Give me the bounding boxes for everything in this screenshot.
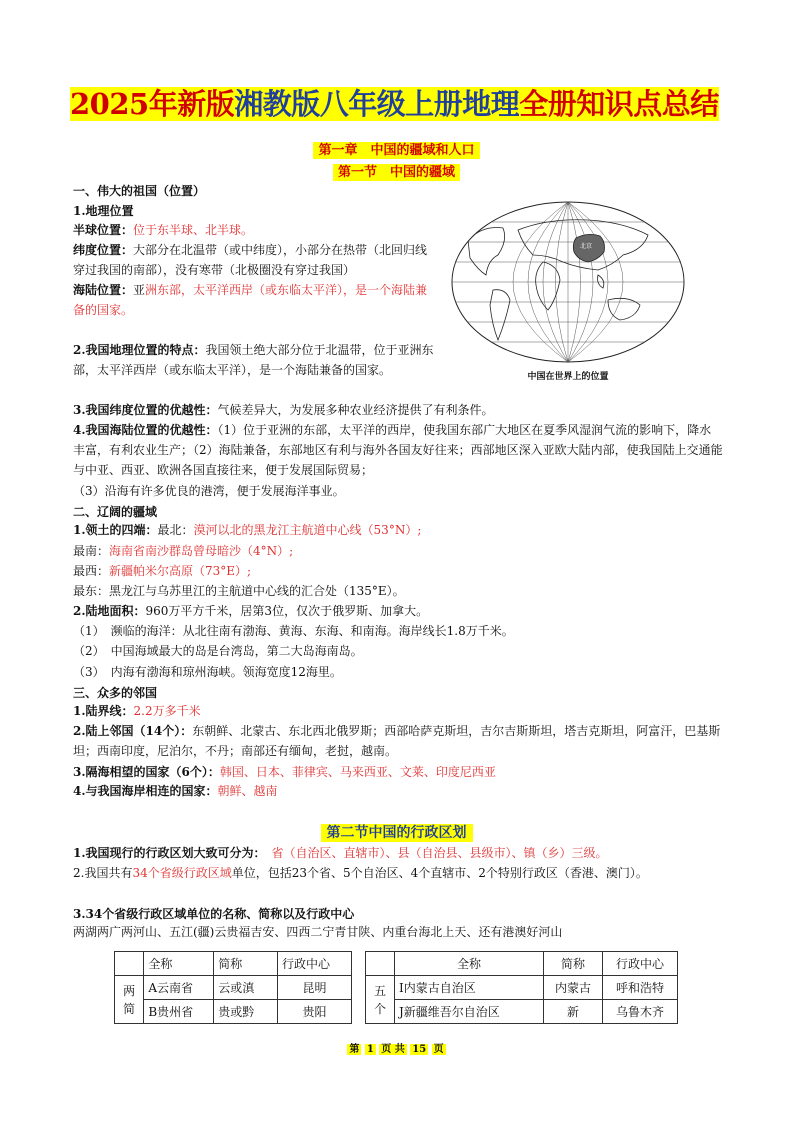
north-end-line: 1.领土的四端：最北：漠河以北的黑龙江主航道中心线（53°N）; xyxy=(73,523,422,537)
table-right-header-name: 全称 xyxy=(395,952,544,976)
table-cell-capital: 呼和浩特 xyxy=(603,976,678,1000)
inner-sea-line: （3） 内海有渤海和琼州海峡。领海宽度12海里。 xyxy=(73,665,342,679)
land-border-line: 1.陆界线：2.2万多千米 xyxy=(73,704,201,718)
title-part-year: 2025年新版 xyxy=(70,87,235,121)
admin-levels-line: 1.我国现行的行政区划大致可分为： 省（自治区、直辖市）、县（自治县、县级市）、镇（乡）三级。 xyxy=(73,846,608,860)
land-area-line: 2.陆地面积：960万平方千米，居第3位，仅次于俄罗斯、加拿大。 xyxy=(73,604,429,618)
south-end-line: 最南：海南省南沙群岛曾母暗沙（4°N）; xyxy=(73,544,294,558)
sea-neighbors-line: 3.隔海相望的国家（6个）：韩国、日本、菲律宾、马来西亚、文莱、印度尼西亚 xyxy=(73,765,496,779)
province-count-para: 2.我国共有34个省级行政区域单位，包括23个省、5个自治区、4个直辖市、2个特别行政区（香港、澳门）。 xyxy=(73,866,648,880)
table-row: I内蒙古自治区 xyxy=(395,976,544,1000)
table-left-header-short: 简称 xyxy=(214,952,278,976)
table-left-header-name: 全称 xyxy=(144,952,214,976)
table-cell-capital: 昆明 xyxy=(278,976,352,1000)
table-right-group: 五个 xyxy=(366,976,395,1024)
chapter-heading: 第一章 中国的疆域和人口 xyxy=(0,139,793,158)
east-end-line: 最东：黑龙江与乌苏里江的主航道中心线的汇合处（135°E）。 xyxy=(73,584,405,598)
table-cell-short: 贵或黔 xyxy=(214,1000,278,1024)
table-row: B贵州省 xyxy=(144,1000,214,1024)
location-features-para: 2.我国地理位置的特点：我国领土绝大部分位于北温带，位于亚洲东部，太平洋西岸（或东临太平洋），是一个海陆兼备的国家。 xyxy=(73,343,434,377)
map-caption: 中国在世界上的位置 xyxy=(527,372,609,382)
heading-neighbors: 三、众多的邻国 xyxy=(73,686,158,700)
page-number: 1 xyxy=(366,1044,374,1055)
section-heading-2: 第二节中国的行政区划 xyxy=(0,822,793,842)
map-china-label: 北京 xyxy=(580,243,593,250)
province-table-left xyxy=(114,951,352,1024)
land-neighbors-para: 2.陆上邻国（14个）：东朝鲜、北蒙古、东北西北俄罗斯；西部哈萨克斯坦，吉尔吉斯斯坦，塔吉克斯坦，阿富汗，巴基斯坦；西南印度，尼泊尔，不丹；南部还有缅甸，老挝，越南。 xyxy=(73,724,721,758)
seas-line: （1） 濒临的海洋：从北往南有渤海、黄海、东海、和南海。海岸线长1.8万千米。 xyxy=(73,624,514,638)
harbour-line: （3）沿海有许多优良的港湾，便于发展海洋事业。 xyxy=(73,484,345,498)
table-left-group: 两简 xyxy=(115,976,144,1024)
page-total: 15 xyxy=(412,1044,427,1055)
page-footer: 第 1 页 共 15 页 xyxy=(349,1044,444,1055)
table-left-header-capital: 行政中心 xyxy=(278,952,352,976)
table-right-header-short: 简称 xyxy=(544,952,603,976)
document-title xyxy=(70,78,726,130)
sea-land-advantage-para: 4.我国海陆位置的优越性：（1）位于亚洲的东部，太平洋的西岸，使我国东部广大地区在夏季风湿润气流的影响下，降水丰富，有利农业生产；（2）海陆兼备，东部地区有利与海外各国友好往来；西部地区深入亚欧大陆内部，使我国陆上交通能与中亚、西亚、欧洲各国直接往来，便于发展国际贸易； xyxy=(73,423,723,477)
coast-neighbors-line: 4.与我国海岸相连的国家：朝鲜、越南 xyxy=(73,784,278,798)
table-cell-capital: 贵阳 xyxy=(278,1000,352,1024)
heading-territory: 二、辽阔的疆域 xyxy=(73,505,158,519)
province-table-right xyxy=(365,951,678,1024)
latitude-advantage-para: 3.我国纬度位置的优越性：气候差异大，为发展多种农业经济提供了有利条件。 xyxy=(73,403,494,417)
table-row: A云南省 xyxy=(144,976,214,1000)
title-part-book: 湘教版八年级上册地理 xyxy=(234,87,520,121)
sea-land-para: 海陆位置：亚洲东部，太平洋西岸（或东临太平洋），是一个海陆兼备的国家。 xyxy=(73,283,428,317)
latitude-para: 纬度位置：大部分在北温带（或中纬度），小部分在热带（北回归线穿过我国的南部），没有寒带（北极圈没有穿过我国） xyxy=(73,243,428,277)
heading-geo-location: 1.地理位置 xyxy=(73,204,134,218)
section-heading-1: 第一节 中国的疆域 xyxy=(0,161,793,180)
table-cell-short: 内蒙古 xyxy=(544,976,603,1000)
province-mnemonic: 两湖两广两河山、五江(疆)云贵福吉安、四西二宁青甘陕、内重台海北上天、还有港澳好河山 xyxy=(73,925,563,939)
table-cell-capital: 乌鲁木齐 xyxy=(603,1000,678,1024)
world-map-figure xyxy=(448,200,688,365)
title-part-summary: 全册知识点总结 xyxy=(519,87,719,121)
table-cell-short: 新 xyxy=(544,1000,603,1024)
hemisphere-line: 半球位置：位于东半球、北半球。 xyxy=(73,223,254,237)
islands-line: （2） 中国海域最大的岛是台湾岛，第二大岛海南岛。 xyxy=(73,644,363,658)
west-end-line: 最西：新疆帕米尔高原（73°E）; xyxy=(73,564,252,578)
table-row: J新疆维吾尔自治区 xyxy=(395,1000,544,1024)
heading-location: 一、伟大的祖国（位置） xyxy=(73,184,206,198)
table-right-header-capital: 行政中心 xyxy=(603,952,678,976)
province-list-heading: 3.34个省级行政区域单位的名称、简称以及行政中心 xyxy=(73,907,355,921)
table-cell-short: 云或滇 xyxy=(214,976,278,1000)
